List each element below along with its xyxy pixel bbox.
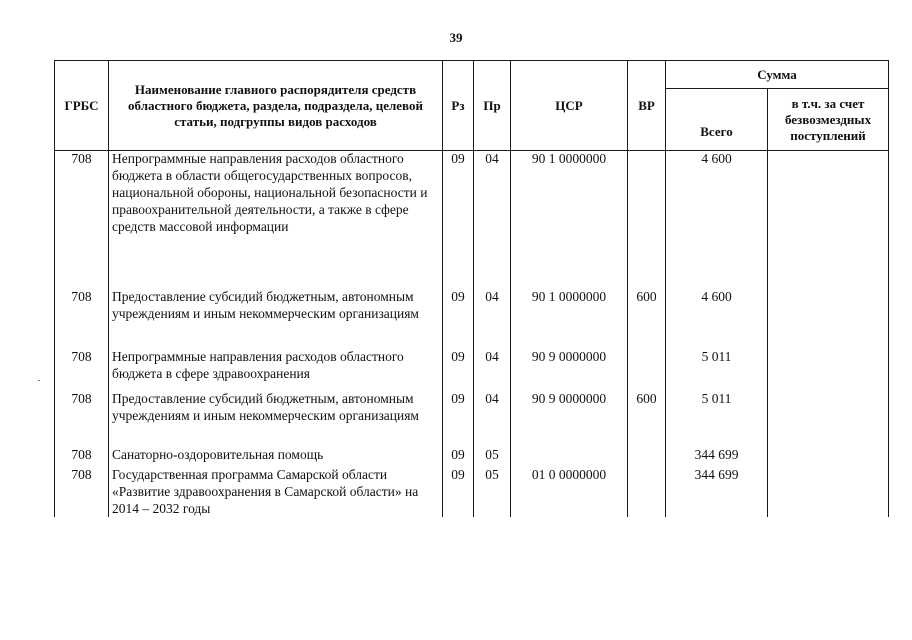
cell-incl — [768, 390, 889, 446]
table-row — [55, 446, 889, 466]
cell-incl — [768, 288, 889, 348]
cell-pr: 04 — [474, 348, 511, 390]
cell-csr — [511, 446, 628, 466]
cell-total: 5 011 — [666, 348, 768, 390]
cell-csr: 90 1 0000000 — [511, 150, 628, 288]
cell-rz: 09 — [443, 348, 474, 390]
cell-rz: 09 — [443, 466, 474, 517]
table-row — [55, 348, 889, 390]
cell-total: 344 699 — [666, 466, 768, 517]
cell-name: Непрограммные направления расходов областного бюджета в области общегосударственных вопросов, национальной обороны, национальной безопасности и правоохранительной деятельности, а также в сфере средств массовой информации — [109, 150, 443, 288]
cell-grbs: 708 — [55, 446, 109, 466]
table-row — [55, 390, 889, 446]
cell-name: Предоставление субсидий бюджетным, автономным учреждениям и иным некоммерческим организациям — [109, 390, 443, 446]
table-row — [55, 288, 889, 348]
header-csr: ЦСР — [511, 61, 628, 151]
cell-grbs: 708 — [55, 466, 109, 517]
header-sum: Сумма — [666, 61, 889, 89]
cell-vr: 600 — [628, 288, 666, 348]
cell-incl — [768, 348, 889, 390]
header-grbs: ГРБС — [55, 61, 109, 151]
cell-grbs: 708 — [55, 288, 109, 348]
cell-csr: 90 1 0000000 — [511, 288, 628, 348]
cell-rz: 09 — [443, 390, 474, 446]
cell-vr — [628, 446, 666, 466]
cell-csr: 01 0 0000000 — [511, 466, 628, 517]
header-rz: Рз — [443, 61, 474, 151]
cell-csr: 90 9 0000000 — [511, 348, 628, 390]
header-name: Наименование главного распорядителя средств областного бюджета, раздела, подраздела, целевой статьи, подгруппы видов расходов — [109, 61, 443, 151]
cell-name: Предоставление субсидий бюджетным, автономным учреждениям и иным некоммерческим организациям — [109, 288, 443, 348]
cell-total: 344 699 — [666, 446, 768, 466]
scan-speck — [38, 380, 40, 381]
cell-total: 4 600 — [666, 288, 768, 348]
cell-grbs: 708 — [55, 348, 109, 390]
cell-pr: 05 — [474, 446, 511, 466]
cell-name: Санаторно-оздоровительная помощь — [109, 446, 443, 466]
cell-incl — [768, 150, 889, 288]
cell-csr: 90 9 0000000 — [511, 390, 628, 446]
cell-total: 5 011 — [666, 390, 768, 446]
cell-name: Государственная программа Самарской области «Развитие здравоохранения в Самарской области» на 2014 – 2032 годы — [109, 466, 443, 517]
header-vr: ВР — [628, 61, 666, 151]
table-body — [54, 150, 889, 517]
cell-name: Непрограммные направления расходов областного бюджета в сфере здравоохранения — [109, 348, 443, 390]
cell-pr: 04 — [474, 288, 511, 348]
cell-grbs: 708 — [55, 390, 109, 446]
header-pr: Пр — [474, 61, 511, 151]
cell-rz: 09 — [443, 288, 474, 348]
cell-vr — [628, 150, 666, 288]
cell-vr — [628, 348, 666, 390]
table-row — [55, 466, 889, 517]
cell-grbs: 708 — [55, 150, 109, 288]
page-number: 39 — [449, 30, 463, 45]
cell-pr: 05 — [474, 466, 511, 517]
table-row — [55, 150, 889, 288]
cell-total: 4 600 — [666, 150, 768, 288]
header-incl: в т.ч. за счет безвозмездных поступлений — [768, 89, 889, 151]
cell-rz: 09 — [443, 446, 474, 466]
cell-incl — [768, 466, 889, 517]
header-total: Всего — [666, 89, 768, 151]
cell-rz: 09 — [443, 150, 474, 288]
table-header — [54, 60, 889, 151]
cell-pr: 04 — [474, 150, 511, 288]
cell-incl — [768, 446, 889, 466]
cell-vr: 600 — [628, 390, 666, 446]
cell-pr: 04 — [474, 390, 511, 446]
cell-vr — [628, 466, 666, 517]
